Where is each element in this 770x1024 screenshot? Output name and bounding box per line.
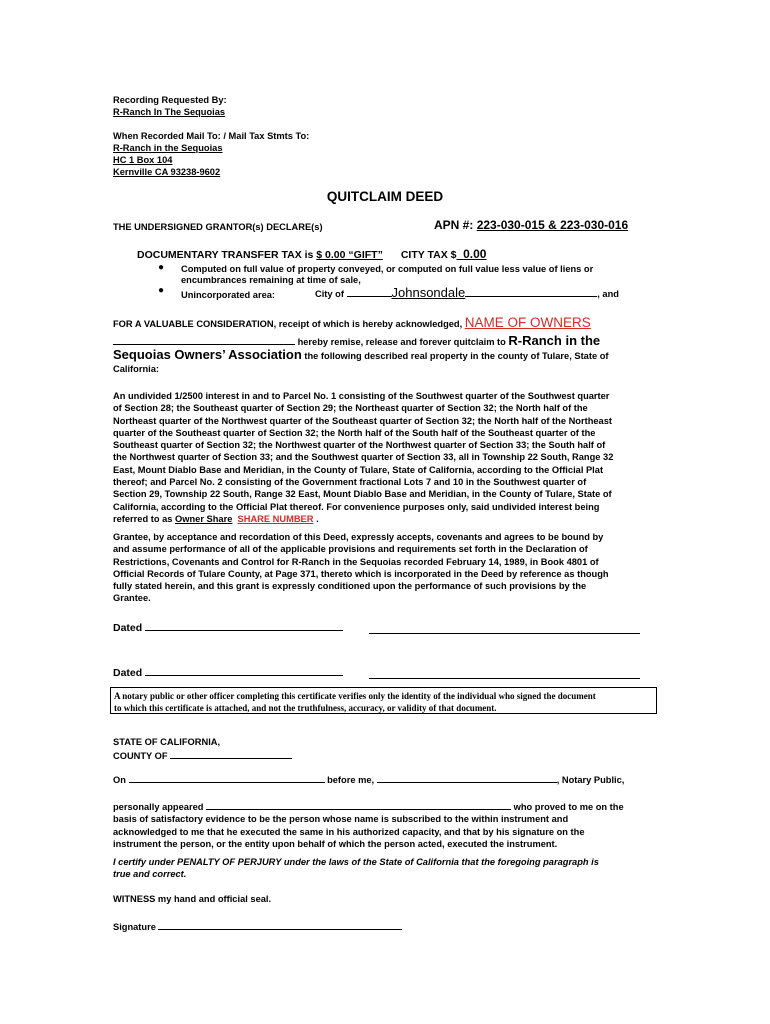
bullet-icon: ●: [158, 285, 165, 296]
consideration-line1: FOR A VALUABLE CONSIDERATION, receipt of which is hereby acknowledged, NAME OF OWNERS: [113, 315, 591, 330]
transfer-tax-line: [137, 247, 542, 261]
name-of-owners-field[interactable]: NAME OF OWNERS: [464, 315, 591, 330]
bullet-icon: ●: [158, 262, 165, 273]
consideration-line3: Sequoias Owners’ Association the following described real property in the county of Tulare, State of: [113, 347, 609, 362]
grantee-paragraph: Grantee, by acceptance and recordation of this Deed, expressly accepts, covenants and agrees to be bound by and assume performance of all of the applicable provisions and requirements set forth in the Declaration of Restrictions, Covenants and Control for R-Ranch in the Sequoias recorded February 14, 1989, in Book 4801 of Official Records of Tulare County, at Page 371, thereto which is incorporated in the Deed by reference as though fully stated herein, and this grant is expressly conditioned upon the performance of such provisions by the Grantee.: [113, 532, 609, 604]
dated-row-2: Dated: [113, 664, 343, 679]
dated-field-2[interactable]: [145, 664, 343, 676]
apn-value: 223-030-015 & 223-030-016: [476, 218, 629, 232]
apn-label: APN #:: [434, 218, 477, 232]
notary-signature-field[interactable]: [158, 918, 402, 930]
on-date-field[interactable]: [129, 771, 325, 783]
appeared-field[interactable]: [206, 798, 511, 810]
appeared-paragraph: personally appeared who proved to me on the basis of satisfactory evidence to be the person whose name is subscribed to the within instrument and acknowledged to me that he executed the same in his authorized capacity, and that by his signature on the instrument the person, or the entity upon behalf of which the person acted, executed the instrument.: [113, 798, 658, 850]
recording-requested-name: R-Ranch In The Sequoias: [113, 107, 226, 117]
on-before-line: On before me, , Notary Public,: [113, 771, 624, 786]
mail-name: R-Ranch in the Sequoias: [113, 143, 223, 153]
signature-line-1[interactable]: [369, 621, 640, 639]
grantee-name-2: Sequoias Owners’ Association: [113, 347, 302, 362]
dtt-value: $ 0.00 “GIFT”: [316, 249, 383, 261]
apn-line: [434, 218, 628, 232]
recording-requested-label: Recording Requested By:: [113, 95, 227, 105]
bullet1-text: Computed on full value of property conveyed, or computed on full value less value of liens or encumbrances remaining at time of sale,: [181, 264, 594, 285]
notary-name-field[interactable]: [377, 771, 557, 783]
mail-address: HC 1 Box 104: [113, 155, 173, 165]
county-field[interactable]: [170, 747, 292, 759]
grantor-declare-label: THE UNDERSIGNED GRANTOR(s) DECLARE(s): [113, 222, 323, 232]
signature-row: Signature: [113, 918, 402, 933]
consideration-line2: hereby remise, release and forever quitclaim to R-Ranch in the: [113, 333, 600, 348]
city-tax-value: 0.00: [463, 247, 487, 261]
dated-field-1[interactable]: [145, 619, 343, 631]
city-tax-label: CITY TAX $: [400, 249, 457, 261]
share-number-field[interactable]: SHARE NUMBER: [237, 513, 314, 524]
city-value: Johnsondale: [391, 285, 466, 300]
witness-line: WITNESS my hand and official seal.: [113, 894, 272, 904]
signature-line-2[interactable]: [369, 666, 640, 684]
notary-notice-box: A notary public or other officer completing this certificate verifies only the identity of the individual who signed the document to which this certificate is attached, and not the truthfulness, accuracy, or validity of that document.: [110, 687, 657, 714]
owner-share-label: Owner Share: [175, 513, 233, 524]
mail-to-label: When Recorded Mail To: / Mail Tax Stmts To:: [113, 131, 310, 141]
dated-row-1: Dated: [113, 619, 343, 634]
mail-city: Kernville CA 93238-9602: [113, 167, 221, 177]
consideration-line4: California:: [113, 364, 159, 374]
document-title: QUITCLAIM DEED: [326, 189, 444, 204]
state-label: STATE OF CALIFORNIA,: [113, 737, 221, 747]
unincorporated-label: Unincorporated area:: [181, 290, 276, 300]
perjury-paragraph: I certify under PENALTY OF PERJURY under the laws of the State of California that the foregoing paragraph is true and correct.: [113, 857, 599, 880]
legal-description: An undivided 1/2500 interest in and to Parcel No. 1 consisting of the Southwest quarter of the Southwest quarter of Section 28; the Southeast quarter of Section 29; the Northeast quarter of Section 32; the North half of the Northeast quarter of the Northwest quarter of the Southeast quarter of Section 32; the North half of the Northeast quarter of the Southeast quarter of Section 32; the North half of the South half of the Southeast quarter of the Southeast quarter of Section 32; the Northwest quarter of the Northwest quarter of Section 33; the South half of the Northwest quarter of Section 33; and the Southwest quarter of Section 33, all in Township 22 South, Range 32 East, Mount Diablo Base and Meridian, in the County of Tulare, State of California, according to the Official Plat thereof; and Parcel No. 2 consisting of the Government fractional Lots 7 and 10 in the Southwest quarter of Section 29, Township 22 South, Range 32 East, Mount Diablo Base and Meridian, in the County of Tulare, State of California, according to the Official Plat thereof. For convenience purposes only, said undivided interest being referred to as Owner Share SHARE NUMBER .: [113, 391, 614, 524]
dtt-label: DOCUMENTARY TRANSFER TAX is: [137, 249, 317, 261]
city-line: City of Johnsondale , and: [315, 285, 619, 300]
county-line: COUNTY OF: [113, 747, 292, 762]
grantee-name-1: R-Ranch in the: [508, 333, 601, 348]
